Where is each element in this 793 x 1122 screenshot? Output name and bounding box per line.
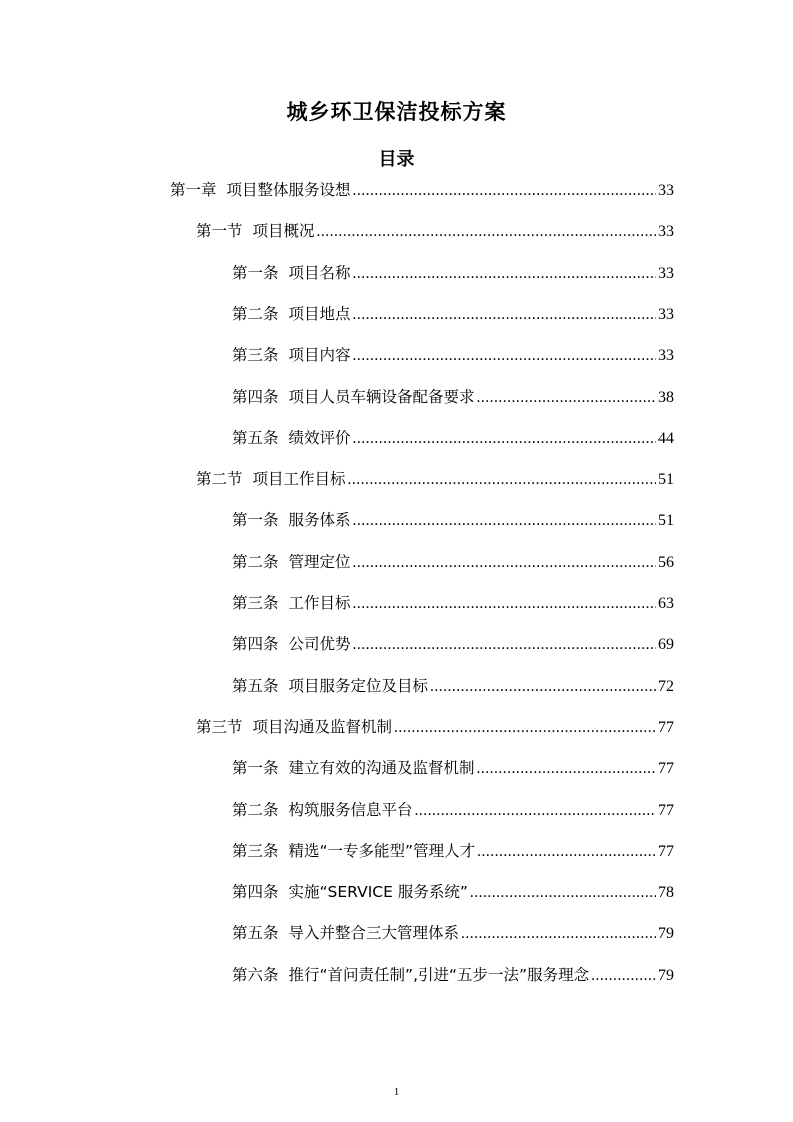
toc-dot-leader <box>477 840 656 864</box>
toc-entry-number: 第一条 <box>232 263 279 282</box>
toc-entry-page: 38 <box>658 388 674 406</box>
toc-entry-page: 33 <box>658 182 674 199</box>
toc-entry-page: 79 <box>658 966 674 984</box>
toc-entry-page: 33 <box>658 223 674 241</box>
toc-entry-title: 构筑服务信息平台 <box>288 800 413 819</box>
toc-dot-leader <box>430 675 656 699</box>
toc-entry-number: 第二条 <box>232 304 279 323</box>
toc-entry-title: 项目内容 <box>288 346 351 365</box>
toc-entry-page: 69 <box>658 636 674 654</box>
toc-entry-number: 第六条 <box>232 965 279 984</box>
toc-entry-page: 77 <box>658 801 674 819</box>
toc-entry-title: 管理定位 <box>288 552 351 571</box>
toc-dot-leader <box>461 922 656 946</box>
toc-entry-title: 绩效评价 <box>288 428 351 447</box>
toc-entry-number: 第一章 <box>170 181 217 199</box>
toc-entry-title: 项目名称 <box>288 263 351 282</box>
toc-entry-page: 79 <box>658 925 674 943</box>
toc-entry-page: 72 <box>658 677 674 695</box>
toc-dot-leader <box>353 303 656 327</box>
toc-entry-number: 第一节 <box>196 222 243 241</box>
toc-entry-page: 77 <box>658 718 674 736</box>
toc-entry-title: 建立有效的沟通及监督机制 <box>288 759 475 778</box>
toc-entry-number: 第四条 <box>232 883 279 902</box>
toc-entry-page: 33 <box>658 347 674 365</box>
toc-dot-leader <box>470 881 656 905</box>
toc-entry-page: 63 <box>658 595 674 612</box>
toc-entry[interactable] <box>232 550 674 574</box>
toc-entry-number: 第五条 <box>232 924 279 943</box>
toc-entry-number: 第二节 <box>196 470 243 489</box>
toc-entry-page: 77 <box>658 760 674 778</box>
toc-entry[interactable] <box>232 963 674 987</box>
toc-entry-title: 项目整体服务设想 <box>226 181 351 199</box>
toc-entry[interactable] <box>232 261 674 285</box>
toc-dot-leader <box>477 386 656 410</box>
toc-entry[interactable] <box>232 839 674 863</box>
toc-entry-title: 项目概况 <box>252 222 315 241</box>
toc-entry-page: 78 <box>658 884 674 902</box>
toc-dot-leader <box>353 551 656 575</box>
toc-entry[interactable] <box>232 632 674 656</box>
toc-entry-title: 项目工作目标 <box>252 470 346 489</box>
toc-entry-title: 工作目标 <box>288 594 351 612</box>
toc-dot-leader <box>317 220 656 244</box>
toc-dot-leader <box>353 262 656 286</box>
toc-dot-leader <box>353 592 656 616</box>
toc-entry-title: 服务体系 <box>288 511 351 530</box>
toc-entry-title: 项目地点 <box>288 304 351 323</box>
toc-entry-title: 导入并整合三大管理体系 <box>288 924 460 943</box>
toc-dot-leader <box>477 757 656 781</box>
toc-dot-leader <box>353 427 656 451</box>
toc-entry-page: 33 <box>658 305 674 323</box>
toc-entry-page: 51 <box>658 471 674 489</box>
toc-entry[interactable] <box>232 921 674 945</box>
toc-entry[interactable] <box>232 674 674 698</box>
toc-dot-leader <box>591 964 656 988</box>
toc-entry-number: 第四条 <box>232 387 279 406</box>
toc-entry-number: 第四条 <box>232 635 279 654</box>
toc-entry[interactable] <box>232 426 674 450</box>
toc-entry-page: 77 <box>658 842 674 860</box>
toc-entry[interactable] <box>232 508 674 532</box>
toc-entry-number: 第三条 <box>232 346 279 365</box>
toc-entry-page: 33 <box>658 264 674 282</box>
toc-entry-title: 精选“一专多能型”管理人才 <box>288 841 476 860</box>
toc-entry-title: 项目人员车辆设备配备要求 <box>288 387 475 406</box>
toc-entry-page: 56 <box>658 553 674 571</box>
toc-dot-leader <box>353 179 656 203</box>
toc-entry-title: 项目沟通及监督机制 <box>252 717 393 736</box>
toc-entry-number: 第二条 <box>232 552 279 571</box>
toc-entry-title: 实施“SERVICE 服务系统” <box>288 883 468 902</box>
toc-dot-leader <box>415 799 656 823</box>
toc-entry-page: 44 <box>658 429 674 447</box>
page-number: 1 <box>393 1086 400 1098</box>
toc-dot-leader <box>353 509 656 533</box>
toc-entry[interactable] <box>196 467 674 491</box>
toc-entry[interactable] <box>232 591 674 615</box>
toc-entry-title: 推行“首问责任制”,引进“五步一法”服务理念 <box>288 965 590 984</box>
toc-entry-number: 第三节 <box>196 717 243 736</box>
toc-entry[interactable] <box>170 178 674 202</box>
toc-entry[interactable] <box>232 385 674 409</box>
toc-entry[interactable] <box>232 756 674 780</box>
toc-entry[interactable] <box>196 219 674 243</box>
toc-heading: 目录 <box>378 149 415 170</box>
toc-entry[interactable] <box>232 798 674 822</box>
toc-entry-number: 第五条 <box>232 676 279 695</box>
toc-entry[interactable] <box>232 880 674 904</box>
toc-entry[interactable] <box>232 343 674 367</box>
toc-dot-leader <box>353 344 656 368</box>
toc-entry-page: 51 <box>658 512 674 530</box>
toc-entry-title: 公司优势 <box>288 635 351 654</box>
toc-dot-leader <box>348 468 656 492</box>
toc-entry[interactable] <box>232 302 674 326</box>
toc-entry-number: 第五条 <box>232 428 279 447</box>
toc-entry-number: 第二条 <box>232 800 279 819</box>
toc-dot-leader <box>353 633 656 657</box>
toc-dot-leader <box>394 716 656 740</box>
toc-entry-number: 第三条 <box>232 841 279 860</box>
document-title: 城乡环卫保洁投标方案 <box>286 100 507 124</box>
toc-entry-number: 第一条 <box>232 759 279 778</box>
toc-entry[interactable] <box>196 715 674 739</box>
toc-entry-number: 第三条 <box>232 594 279 612</box>
toc-entry-number: 第一条 <box>232 511 279 530</box>
toc-entry-title: 项目服务定位及目标 <box>288 676 429 695</box>
